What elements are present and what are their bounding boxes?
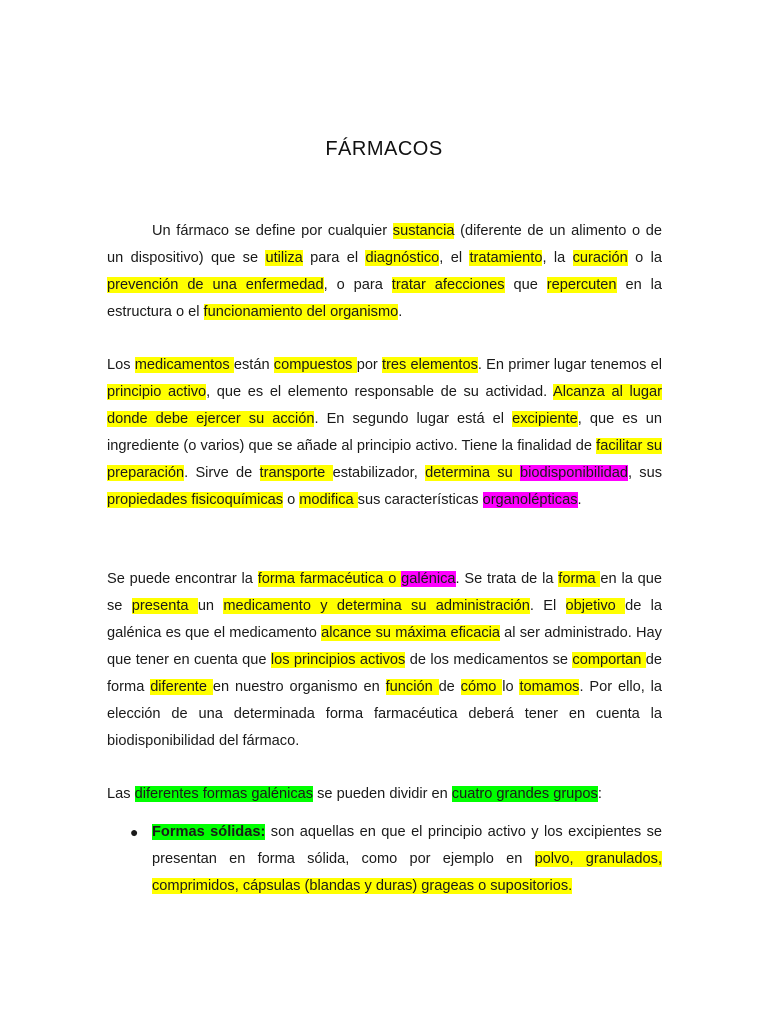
text-run: están <box>233 356 274 373</box>
text-run: sus características <box>357 491 483 508</box>
highlighted-text: determina su <box>425 464 521 481</box>
highlighted-text: objetivo <box>565 597 626 614</box>
text-run: : <box>597 785 602 802</box>
highlighted-text: Alcanza al lugar donde debe ejercer su acción <box>107 383 662 427</box>
highlighted-text: principio activo <box>107 383 207 400</box>
bullet-dot-icon: ● <box>130 824 139 840</box>
text-run: lo <box>502 678 520 695</box>
text-run: . En primer lugar tenemos el <box>477 356 662 373</box>
text-run: son aquellas en que el principio activo y los excipientes se presentan en forma sólida, como por ejemplo en <box>152 824 662 867</box>
text-run: en la que se <box>107 570 662 614</box>
highlighted-text: prevención de una enfermedad <box>107 276 324 293</box>
text-run: o <box>283 491 300 508</box>
text-run: . Se trata de la <box>455 570 559 587</box>
highlighted-text: forma farmacéutica o <box>257 570 402 587</box>
bullet-item-solid-forms <box>107 819 662 900</box>
bullet-list <box>107 819 662 900</box>
text-run: . En segundo lugar está el <box>314 410 513 427</box>
text-run: Se puede encontrar la <box>107 570 258 587</box>
text-run: , sus <box>627 464 663 481</box>
highlighted-text: comportan <box>572 651 646 668</box>
highlighted-text: facilitar su preparación <box>107 437 662 481</box>
highlighted-text: tratamiento <box>469 249 543 266</box>
text-run: un <box>197 597 224 614</box>
text-run: en la estructura o el <box>107 276 662 320</box>
paragraph-galenic-groups <box>107 781 662 808</box>
text-run: estabilizador, <box>332 464 426 481</box>
text-run: (diferente de un alimento o de un dispositivo) que se <box>107 222 662 266</box>
highlighted-text: organolépticas <box>482 491 578 508</box>
text-run: al ser administrado. Hay que tener en cuenta que <box>107 624 662 668</box>
highlighted-text: curación <box>572 249 628 266</box>
highlighted-text: excipiente <box>512 410 578 427</box>
highlighted-text: tres elementos <box>382 356 478 373</box>
document-title: FÁRMACOS <box>325 138 443 160</box>
highlighted-text: modifica <box>299 491 358 508</box>
highlighted-text: función <box>385 678 439 695</box>
text-run: de forma <box>107 651 662 695</box>
highlighted-text: compuestos <box>273 356 357 373</box>
text-run: o la <box>627 249 663 266</box>
highlighted-text: propiedades fisicoquímicas <box>107 491 284 508</box>
text-run: , el <box>439 249 470 266</box>
text-run: se pueden dividir en <box>313 785 452 802</box>
text-run: de <box>438 678 461 695</box>
highlighted-text: utiliza <box>265 249 303 266</box>
bullet-text <box>152 824 662 894</box>
text-run: , la <box>542 249 573 266</box>
paragraph-pharmaceutical-form <box>107 566 662 755</box>
highlighted-text: medicamento y determina su administración <box>223 597 530 614</box>
highlighted-text: diferentes formas galénicas <box>134 785 314 802</box>
highlighted-text: funcionamiento del organismo <box>203 303 399 320</box>
highlighted-text: transporte <box>259 464 333 481</box>
highlighted-text: los principios activos <box>270 651 406 668</box>
text-run: . Por ello, la elección de una determinada forma farmacéutica deberá tener en cuenta la biodisponibilidad del fármaco. <box>107 678 662 749</box>
highlighted-text: medicamentos <box>134 356 234 373</box>
highlighted-text: alcance su máxima eficacia <box>321 624 500 641</box>
text-run: , que es un ingrediente (o varios) que se añade al principio activo. Tiene la finalidad de <box>107 410 662 454</box>
highlighted-text: presenta <box>131 597 198 614</box>
highlighted-text: sustancia <box>392 222 455 239</box>
text-run: para el <box>302 249 366 266</box>
highlighted-text: tomamos <box>519 678 580 695</box>
highlighted-text: biodisponibilidad <box>520 464 628 481</box>
text-run: Un fármaco se define por cualquier <box>152 222 393 239</box>
text-run: que <box>504 276 547 293</box>
text-run: de los medicamentos se <box>405 651 573 668</box>
text-run: . <box>577 491 582 508</box>
paragraph-components <box>107 352 662 514</box>
highlighted-text: forma <box>558 570 601 587</box>
highlighted-text: tratar afecciones <box>391 276 505 293</box>
text-run: . <box>398 303 403 320</box>
highlighted-text: galénica <box>401 570 456 587</box>
text-run: . El <box>529 597 566 614</box>
highlighted-text: Formas sólidas: <box>152 824 266 840</box>
text-run: , o para <box>323 276 392 293</box>
highlighted-text: diagnóstico <box>365 249 440 266</box>
highlighted-text: cómo <box>460 678 503 695</box>
highlighted-text: repercuten <box>546 276 617 293</box>
highlighted-text: polvo, granulados, comprimidos, cápsulas (blandas y duras) grageas o supositorios. <box>152 851 662 894</box>
text-run: Los <box>107 356 135 373</box>
text-run: . Sirve de <box>184 464 260 481</box>
text-run: en nuestro organismo en <box>212 678 386 695</box>
text-run: por <box>356 356 383 373</box>
highlighted-text: diferente <box>150 678 213 695</box>
text-run: de la galénica es que el medicamento <box>107 597 662 641</box>
paragraph-definition <box>107 218 662 326</box>
highlighted-text: cuatro grandes grupos <box>451 785 598 802</box>
text-run: Las <box>107 785 135 802</box>
text-run: , que es el elemento responsable de su actividad. <box>206 383 553 400</box>
